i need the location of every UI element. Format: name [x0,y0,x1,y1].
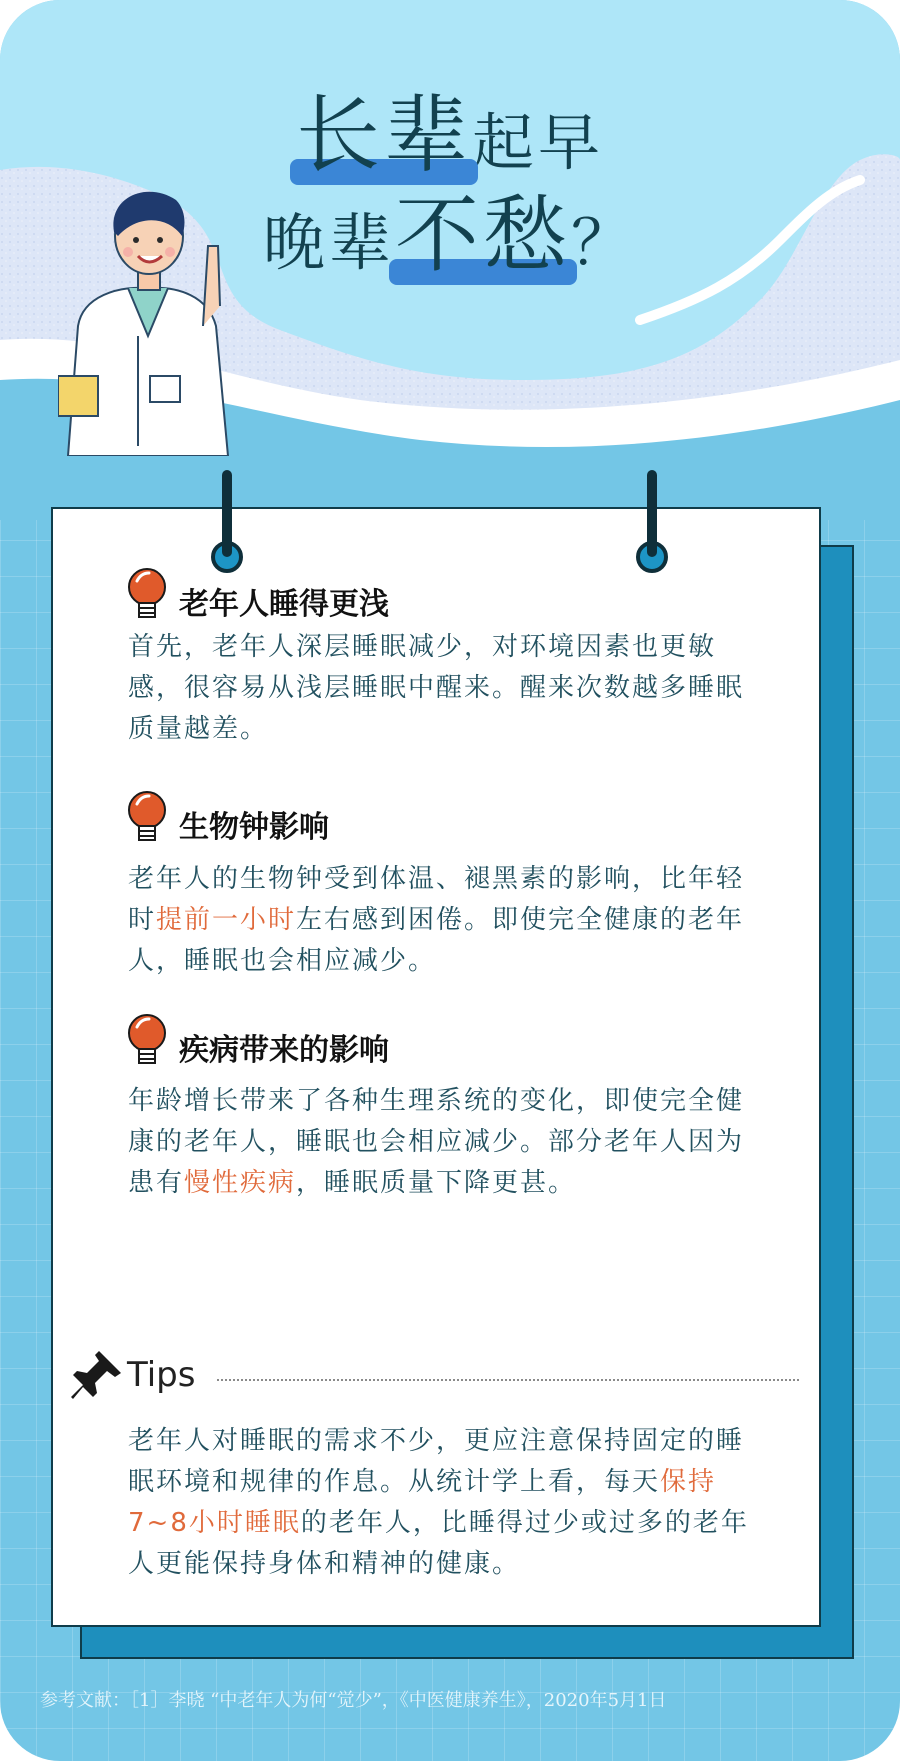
section-body-1: 首先，老年人深层睡眠减少，对环境因素也更敏感，很容易从浅层睡眠中醒来。醒来次数越多睡眠质量越差。 [128,632,745,744]
title-highlight-elders: 长辈 [296,68,472,189]
emphasis-text: 提前一小时 [156,905,297,935]
body-text: 老年人对睡眠的需求不少，更应注意保持固定的睡眠环境和规律的作息。从统计学上看，每天 [128,1426,745,1497]
lightbulb-icon [125,1013,171,1069]
section-heading-text: 老年人睡得更浅 [179,587,389,622]
section-heading-text: 生物钟影响 [179,810,329,845]
body-text: ，睡眠质量下降更甚。 [296,1168,577,1198]
tips-label: Tips [127,1355,196,1395]
emphasis-text: 保持7~8小时睡眠 [128,1467,717,1538]
title-juniors: 晚辈 [262,206,395,279]
reference-citation: 参考文献：［1］李晓 “中老年人为何“觉少”，《中医健康养生》，2020年5月1日 [40,1690,667,1711]
tips-body [128,1421,768,1585]
lightbulb-icon [125,567,171,623]
title-rise-early: 起早 [472,106,605,179]
body-text: 左右感到困倦。即使完全健康的老年人，睡眠也会相应减少。 [128,905,745,976]
body-text: 老年人的生物钟受到体温、褪黑素的影响，比年轻时 [128,864,745,935]
dotted-divider [217,1379,799,1381]
emphasis-text: 慢性疾病 [184,1168,297,1198]
section-body-2 [128,859,768,982]
tips-header [69,1347,809,1407]
content-card [51,507,821,1627]
lightbulb-icon [125,790,171,846]
doctor-illustration [58,176,238,456]
section-heading-text: 疾病带来的影响 [179,1033,389,1068]
section-body-3 [128,1081,768,1204]
title-highlight-no-worry: 不愁 [395,168,571,289]
body-text: 年龄增长带来了各种生理系统的变化，即使完全健康的老年人，睡眠也会相应减少。部分老年人因为患有 [128,1086,745,1198]
body-text: 的老年人，比睡得过少或过多的老年人更能保持身体和精神的健康。 [128,1508,749,1579]
pushpin-icon [69,1347,125,1403]
title-question-mark: ？ [571,206,638,279]
